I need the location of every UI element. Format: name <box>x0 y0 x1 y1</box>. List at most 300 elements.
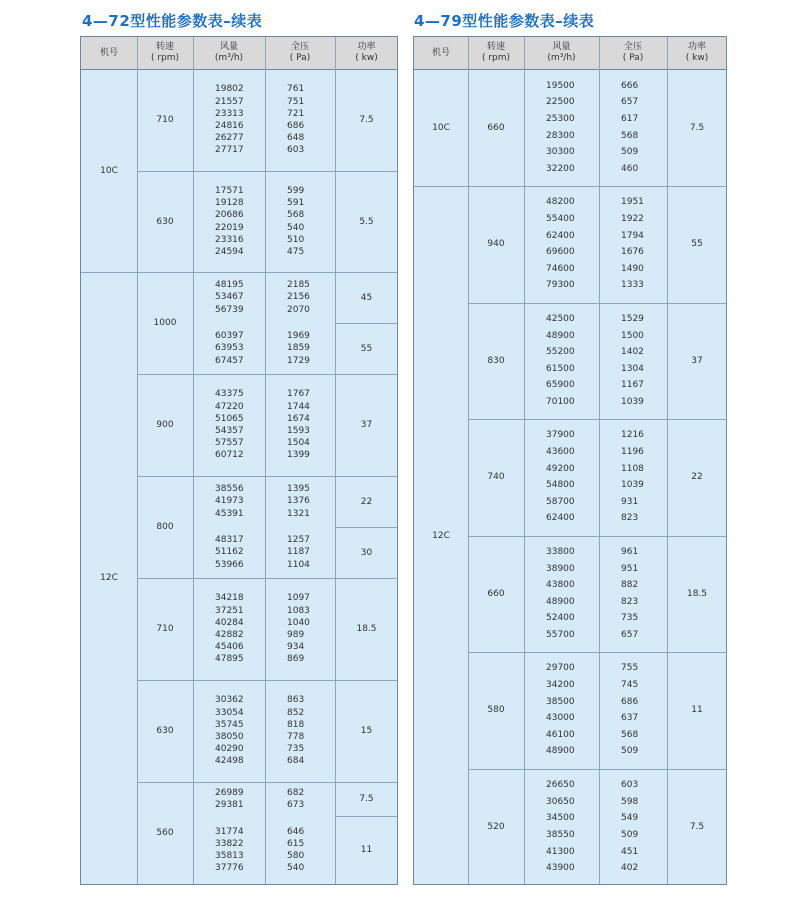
flow-value: 37251 <box>215 605 244 616</box>
flow-value: 48900 <box>546 746 575 757</box>
header-speed <box>137 37 193 69</box>
pressure-value: 1969 <box>287 331 310 342</box>
flow-value: 24594 <box>215 246 244 257</box>
flow-value: 42500 <box>546 313 575 324</box>
model-cell: 10C <box>432 122 450 133</box>
flow-value: 30362 <box>215 695 244 706</box>
flow-value: 41973 <box>215 496 244 507</box>
table-header <box>414 37 726 70</box>
pressure-values <box>287 374 310 476</box>
flow-values <box>215 578 244 680</box>
flow-value: 58700 <box>546 496 575 507</box>
header-pressure <box>599 37 667 69</box>
pressure-value: 598 <box>621 796 639 807</box>
flow-value: 57557 <box>215 438 244 449</box>
pressure-values <box>621 652 638 769</box>
header-speed-unit: ( rpm) <box>150 53 180 63</box>
pressure-value: 540 <box>287 222 305 233</box>
header-flow <box>524 37 599 69</box>
flow-value: 53966 <box>215 559 244 570</box>
flow-value: 38900 <box>546 563 575 574</box>
flow-value: 35813 <box>215 851 244 861</box>
speed-cell: 660 <box>487 588 505 599</box>
flow-value: 34200 <box>546 680 575 691</box>
pressure-values <box>621 186 644 303</box>
power-cell: 7.5 <box>359 115 374 125</box>
flow-value: 21557 <box>215 96 244 107</box>
speed-cell: 830 <box>487 355 505 366</box>
flow-value: 55200 <box>546 347 575 358</box>
pressure-value: 1794 <box>621 230 644 241</box>
pressure-value: 2070 <box>287 304 310 315</box>
pressure-value: 451 <box>621 846 639 857</box>
flow-values <box>215 323 244 374</box>
pressure-value: 1039 <box>621 480 644 491</box>
flow-value: 74600 <box>546 263 575 274</box>
flow-value: 30650 <box>546 796 575 807</box>
pressure-value: 1500 <box>621 330 644 341</box>
flow-value: 23316 <box>215 234 244 245</box>
flow-values <box>546 769 575 886</box>
pressure-value: 721 <box>287 108 305 119</box>
flow-value: 70100 <box>546 396 575 407</box>
flow-value: 20686 <box>215 210 244 221</box>
flow-value: 37776 <box>215 863 244 874</box>
header-speed-label: 转速 <box>486 42 505 52</box>
left-table-title: 4—72型性能参数表–续表 <box>82 12 263 30</box>
flow-value: 33054 <box>215 707 244 718</box>
flow-value: 32200 <box>546 163 575 174</box>
flow-values <box>546 303 575 420</box>
flow-value: 40290 <box>215 744 244 755</box>
flow-value: 42498 <box>215 756 244 767</box>
header-pressure <box>265 37 335 69</box>
pressure-value: 615 <box>287 838 305 849</box>
flow-values <box>215 527 244 578</box>
flow-values <box>215 374 244 476</box>
pressure-value: 1402 <box>621 347 644 358</box>
pressure-values <box>287 816 304 884</box>
flow-value: 19128 <box>215 198 244 209</box>
flow-value: 52400 <box>546 613 575 624</box>
flow-value: 51162 <box>215 547 244 558</box>
flow-values <box>215 171 244 272</box>
flow-value: 69600 <box>546 247 575 258</box>
model-cell: 10C <box>100 165 118 176</box>
column-divider <box>599 69 600 884</box>
power-cell: 5.5 <box>359 216 374 227</box>
header-divider <box>265 37 266 69</box>
pressure-value: 599 <box>287 185 305 196</box>
pressure-values <box>621 769 638 886</box>
model-cell: 12C <box>100 573 118 583</box>
pressure-value: 1767 <box>287 389 310 400</box>
flow-values <box>215 272 244 323</box>
pressure-value: 1196 <box>621 447 644 458</box>
pressure-value: 1040 <box>287 617 310 628</box>
flow-value: 26277 <box>215 133 244 144</box>
pressure-value: 637 <box>621 713 639 724</box>
right-table-title: 4—79型性能参数表–续表 <box>414 12 595 30</box>
header-machine-label: 机号 <box>431 47 450 58</box>
right-performance-table <box>413 36 727 885</box>
flow-value: 33822 <box>215 838 244 849</box>
flow-value: 60397 <box>215 331 244 342</box>
flow-value: 54800 <box>546 480 575 491</box>
flow-value: 19802 <box>215 84 244 95</box>
header-power-unit: ( kw) <box>355 53 378 63</box>
power-cell: 55 <box>691 239 703 250</box>
header-pressure-label: 全压 <box>623 42 642 52</box>
pressure-value: 1104 <box>287 559 310 570</box>
header-machine-label: 机号 <box>99 47 118 58</box>
flow-value: 22019 <box>215 222 244 233</box>
pressure-value: 509 <box>621 147 639 158</box>
pressure-value: 882 <box>621 580 639 591</box>
speed-cell: 1000 <box>153 318 177 328</box>
header-speed <box>468 37 524 69</box>
flow-value: 43800 <box>546 580 575 591</box>
flow-value: 43375 <box>215 389 244 400</box>
pressure-values <box>621 536 638 653</box>
power-cell: 15 <box>360 726 373 736</box>
flow-value: 17571 <box>215 185 244 196</box>
speed-cell: 660 <box>487 122 505 133</box>
pressure-value: 568 <box>621 729 639 740</box>
pressure-value: 1167 <box>621 380 644 391</box>
pressure-value: 686 <box>621 696 639 707</box>
header-pressure-label: 全压 <box>290 42 309 52</box>
pressure-value: 818 <box>287 719 305 730</box>
header-flow-label: 风量 <box>219 42 238 52</box>
power-cell: 22 <box>360 496 373 507</box>
power-cell: 11 <box>360 845 373 855</box>
power-divider <box>335 323 398 324</box>
pressure-value: 568 <box>287 210 305 221</box>
power-cell: 37 <box>691 355 703 366</box>
flow-value: 45406 <box>215 642 244 653</box>
pressure-value: 1744 <box>287 401 310 412</box>
pressure-values <box>287 527 310 578</box>
pressure-value: 778 <box>287 732 305 742</box>
pressure-value: 1376 <box>287 496 310 507</box>
header-divider <box>667 37 668 69</box>
power-cell: 18.5 <box>686 588 708 599</box>
pressure-value: 1187 <box>287 547 310 558</box>
flow-value: 43000 <box>546 713 575 724</box>
power-cell: 7.5 <box>689 122 705 133</box>
pressure-value: 1504 <box>287 438 310 449</box>
header-machine <box>81 37 137 69</box>
pressure-values <box>287 680 304 782</box>
flow-value: 53467 <box>215 292 244 303</box>
pressure-value: 1922 <box>621 214 644 225</box>
header-flow-label: 风量 <box>552 42 571 52</box>
flow-value: 41300 <box>546 846 575 857</box>
speed-cell: 520 <box>487 822 505 832</box>
pressure-value: 1321 <box>287 508 310 519</box>
pressure-value: 603 <box>287 145 305 156</box>
flow-value: 33800 <box>546 546 575 557</box>
pressure-value: 580 <box>287 851 305 861</box>
pressure-value: 1951 <box>621 197 644 208</box>
pressure-values <box>287 272 310 323</box>
flow-values <box>215 680 244 782</box>
flow-value: 54357 <box>215 426 244 436</box>
power-cell: 37 <box>360 420 373 430</box>
flow-values <box>546 652 575 769</box>
pressure-values <box>621 303 644 420</box>
pressure-value: 657 <box>621 629 639 640</box>
pressure-value: 931 <box>621 496 639 507</box>
flow-value: 46100 <box>546 729 575 740</box>
flow-value: 60712 <box>215 450 244 461</box>
pressure-value: 735 <box>287 744 305 755</box>
flow-value: 23313 <box>215 108 244 119</box>
header-power <box>667 37 727 69</box>
pressure-value: 852 <box>287 707 305 718</box>
pressure-value: 951 <box>621 563 639 574</box>
pressure-values <box>621 419 644 536</box>
speed-cell: 630 <box>156 726 174 736</box>
flow-value: 67457 <box>215 355 244 366</box>
speed-cell: 710 <box>156 115 174 125</box>
pressure-value: 510 <box>287 234 305 245</box>
flow-value: 65900 <box>546 380 575 391</box>
flow-value: 62400 <box>546 230 575 241</box>
pressure-value: 1395 <box>287 484 310 495</box>
pressure-value: 989 <box>287 630 305 640</box>
speed-cell: 800 <box>156 522 174 532</box>
header-divider <box>193 37 194 69</box>
pressure-value: 1257 <box>287 535 310 546</box>
pressure-value: 863 <box>287 695 305 706</box>
pressure-value: 686 <box>287 121 305 131</box>
flow-value: 34500 <box>546 813 575 824</box>
header-divider <box>137 37 138 69</box>
pressure-value: 568 <box>621 130 639 141</box>
flow-value: 49200 <box>546 463 575 474</box>
pressure-value: 509 <box>621 746 639 757</box>
pressure-values <box>287 171 304 272</box>
flow-value: 43900 <box>546 863 575 874</box>
flow-value: 38050 <box>215 732 244 742</box>
flow-value: 48200 <box>546 197 575 208</box>
flow-value: 51065 <box>215 413 244 424</box>
left-performance-table <box>80 36 398 885</box>
pressure-value: 648 <box>287 133 305 144</box>
pressure-value: 684 <box>287 756 305 767</box>
power-cell: 30 <box>360 547 373 558</box>
header-divider <box>335 37 336 69</box>
flow-value: 26650 <box>546 780 575 791</box>
power-divider <box>335 527 398 528</box>
flow-value: 56739 <box>215 304 244 315</box>
flow-value: 55400 <box>546 214 575 225</box>
speed-cell: 940 <box>487 239 505 250</box>
pressure-value: 761 <box>287 84 305 95</box>
pressure-value: 1529 <box>621 313 644 324</box>
pressure-value: 823 <box>621 513 639 524</box>
pressure-value: 755 <box>621 663 639 674</box>
pressure-value: 1216 <box>621 430 644 441</box>
pressure-values <box>287 323 310 374</box>
flow-value: 19500 <box>546 80 575 91</box>
flow-value: 24816 <box>215 121 244 131</box>
header-flow-unit: (m³/h) <box>547 53 576 63</box>
pressure-value: 1729 <box>287 355 310 366</box>
pressure-value: 745 <box>621 680 639 691</box>
pressure-value: 1676 <box>621 247 644 258</box>
flow-values <box>215 816 244 884</box>
header-power-unit: ( kw) <box>685 53 709 63</box>
flow-values <box>215 476 244 527</box>
pressure-value: 617 <box>621 113 639 124</box>
pressure-value: 646 <box>287 826 305 837</box>
pressure-value: 1108 <box>621 463 644 474</box>
pressure-value: 1304 <box>621 363 644 374</box>
pressure-value: 1333 <box>621 280 644 291</box>
header-flow-unit: (m³/h) <box>214 53 244 63</box>
pressure-values <box>287 782 304 816</box>
pressure-values <box>287 578 310 680</box>
header-power-label: 功率 <box>357 42 376 52</box>
pressure-value: 1593 <box>287 426 310 436</box>
column-divider <box>524 69 525 884</box>
flow-value: 47220 <box>215 401 244 412</box>
flow-value: 43600 <box>546 447 575 458</box>
pressure-value: 666 <box>621 80 639 91</box>
pressure-value: 1097 <box>287 593 310 604</box>
flow-value: 48900 <box>546 330 575 341</box>
pressure-value: 2185 <box>287 280 310 291</box>
pressure-value: 682 <box>287 787 305 798</box>
flow-value: 63953 <box>215 343 244 354</box>
pressure-values <box>287 476 310 527</box>
speed-cell: 580 <box>487 705 505 716</box>
pressure-value: 1674 <box>287 413 310 424</box>
flow-value: 22500 <box>546 97 575 108</box>
flow-value: 47895 <box>215 654 244 665</box>
pressure-value: 869 <box>287 654 305 665</box>
header-machine <box>414 37 468 69</box>
power-cell: 55 <box>360 343 373 354</box>
pressure-value: 460 <box>621 163 639 174</box>
header-divider <box>524 37 525 69</box>
flow-value: 31774 <box>215 826 244 837</box>
header-speed-unit: ( rpm) <box>481 53 511 63</box>
header-divider <box>599 37 600 69</box>
table-header <box>81 37 397 70</box>
flow-values <box>546 536 575 653</box>
flow-value: 37900 <box>546 430 575 441</box>
flow-value: 25300 <box>546 113 575 124</box>
pressure-value: 1399 <box>287 450 310 461</box>
pressure-value: 591 <box>287 198 305 209</box>
flow-value: 28300 <box>546 130 575 141</box>
pressure-value: 751 <box>287 96 305 107</box>
flow-value: 61500 <box>546 363 575 374</box>
pressure-value: 603 <box>621 780 639 791</box>
power-cell: 18.5 <box>356 624 377 634</box>
pressure-value: 1083 <box>287 605 310 616</box>
flow-value: 42882 <box>215 630 244 640</box>
flow-values <box>215 69 244 171</box>
pressure-value: 657 <box>621 97 639 108</box>
model-cell: 12C <box>432 530 450 541</box>
header-pressure-unit: ( Pa) <box>622 53 644 63</box>
flow-value: 38550 <box>546 830 575 840</box>
flow-values <box>546 419 575 536</box>
flow-value: 30300 <box>546 147 575 158</box>
flow-value: 79300 <box>546 280 575 291</box>
speed-cell: 630 <box>156 216 174 227</box>
pressure-values <box>621 69 638 186</box>
pressure-value: 961 <box>621 546 639 557</box>
power-cell: 22 <box>691 472 703 483</box>
flow-values <box>215 782 244 816</box>
pressure-values <box>287 69 304 171</box>
flow-value: 35745 <box>215 719 244 730</box>
flow-value: 55700 <box>546 629 575 640</box>
pressure-value: 2156 <box>287 292 310 303</box>
power-cell: 45 <box>360 292 373 303</box>
flow-value: 40284 <box>215 617 244 628</box>
flow-values <box>546 186 575 303</box>
speed-cell: 710 <box>156 624 174 634</box>
pressure-value: 509 <box>621 830 639 840</box>
pressure-value: 402 <box>621 863 639 874</box>
speed-cell: 740 <box>487 472 505 483</box>
pressure-value: 475 <box>287 246 305 257</box>
pressure-value: 735 <box>621 613 639 624</box>
pressure-value: 540 <box>287 863 305 874</box>
flow-value: 38556 <box>215 484 244 495</box>
flow-value: 26989 <box>215 787 244 798</box>
flow-value: 62400 <box>546 513 575 524</box>
header-power <box>335 37 398 69</box>
pressure-value: 549 <box>621 813 639 824</box>
pressure-value: 1039 <box>621 396 644 407</box>
header-power-label: 功率 <box>687 42 706 52</box>
pressure-value: 1490 <box>621 263 644 274</box>
header-flow <box>193 37 265 69</box>
power-divider <box>335 816 398 817</box>
header-speed-label: 转速 <box>155 42 174 52</box>
pressure-value: 823 <box>621 596 639 607</box>
pressure-value: 673 <box>287 800 305 810</box>
header-divider <box>468 37 469 69</box>
power-cell: 7.5 <box>359 794 374 804</box>
flow-value: 48195 <box>215 280 244 291</box>
flow-value: 29700 <box>546 663 575 674</box>
flow-value: 48900 <box>546 596 575 607</box>
flow-values <box>546 69 575 186</box>
flow-value: 38500 <box>546 696 575 707</box>
flow-value: 48317 <box>215 535 244 546</box>
pressure-value: 1859 <box>287 343 310 354</box>
pressure-value: 934 <box>287 642 305 653</box>
speed-cell: 900 <box>156 420 174 430</box>
power-cell: 7.5 <box>689 822 705 832</box>
flow-value: 29381 <box>215 800 244 810</box>
header-pressure-unit: ( Pa) <box>289 53 311 63</box>
flow-value: 27717 <box>215 145 244 156</box>
flow-value: 45391 <box>215 508 244 519</box>
speed-cell: 560 <box>156 828 174 838</box>
flow-value: 34218 <box>215 593 244 604</box>
power-cell: 11 <box>691 705 703 716</box>
